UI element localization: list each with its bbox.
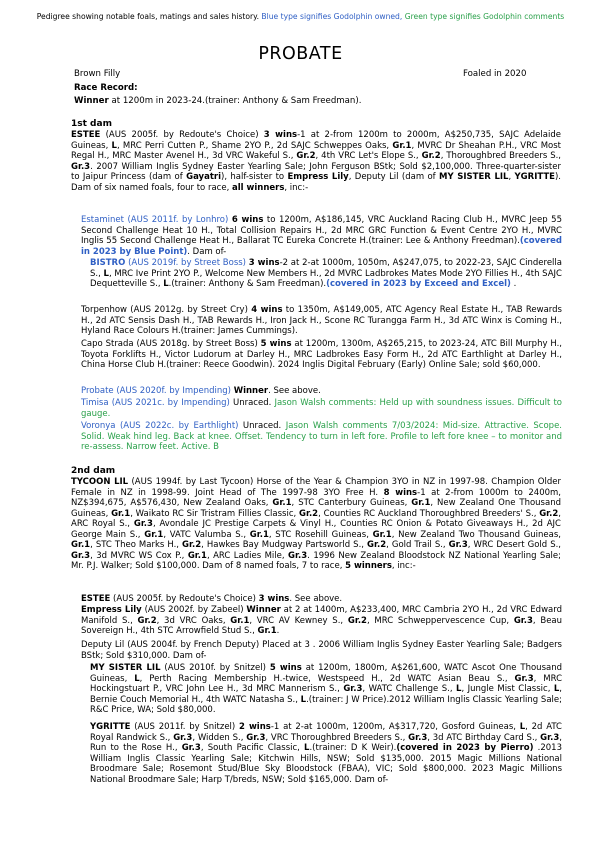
- foal-deputy-lil-entry: Deputy Lil (AUS 2004f. by French Deputy) Placed at 3 . 2006 William Inglis Sydney Easter Yearling Sale; Badgers BStk; Sold $310,000. Dam of-: [81, 640, 562, 661]
- foal-probate-entry: Probate (AUS 2020f. by Impending) Winner. See above.: [81, 386, 321, 396]
- header-blue-note: Blue type signifies Godolphin owned,: [261, 12, 403, 21]
- foal-bistro-entry: BISTRO (AUS 2019f. by Street Boss) 3 wins-2 at 2-at 1000m, 1050m, A$247,075, to 2022-23, SAJC Cinderella S., L, MRC Ive Print 2YO P., Welcome New Members H., 2d MVRC Ladbrokes Mates Mode 2YO Fillies H., 4th SAJC Dequetteville S., L.(trainer: Anthony & Sam Freedman).(covered in 2023 by Exceed and Excel) .: [90, 258, 562, 290]
- horse-name-title: PROBATE: [258, 44, 343, 64]
- race-record: Winner at 1200m in 2023-24.(trainer: Anthony & Sam Freedman).: [74, 96, 362, 106]
- foal-estee-entry: ESTEE (AUS 2005f. by Redoute's Choice) 3 wins. See above.: [81, 594, 343, 604]
- foaled-year: Foaled in 2020: [463, 69, 527, 79]
- foal-timisa-entry: Timisa (AUS 2021c. by Impending) Unraced. Jason Walsh comments: Held up with soundness issues. Difficult to gauge.: [81, 398, 562, 419]
- foal-capo-strada-entry: Capo Strada (AUS 2018g. by Street Boss) 5 wins at 1200m, 1300m, A$265,215, to 2023-24, ATC Bill Murphy H., Toyota Forklifts H., Victor Ludorum at Darley H., MRC Ladbrokes Easy Form H., 2d ATC Earthlight at Darley H., China Horse Club H.(trainer: Reece Goodwin). 2024 Inglis Digital February (Early) Online Sale; sold $60,000.: [81, 339, 562, 371]
- race-record-label: Race Record:: [74, 83, 138, 93]
- header-note: [0, 12, 601, 21]
- grandfoal-ygritte-entry: YGRITTE (AUS 2011f. by Snitzel) 2 wins-1 at 2-at 1000m, 1200m, A$317,720, Gosford Guineas, L, 2d ATC Royal Randwick S., Gr.3, Widden S., Gr.3, VRC Thoroughbred Breeders S., Gr.3, 3d ATC Birthday Card S., Gr.3, Run to the Rose H., Gr.3, South Pacific Classic, L.(trainer: D K Weir).(covered in 2023 by Pierro) .2013 William Inglis Classic Yearling Sale; Kitchwin Hills, NSW; Sold $135,000. 2015 Magic Millions National Broodmare Sale; Rosemont Stud/Blue Sky Bloodstock (FBAA), VIC; Sold $800,000. 2023 Magic Millions National Broodmare Sale; Harp T/breds, NSW; Sold $165,000. Dam of-: [90, 722, 562, 785]
- header-note-text: Pedigree showing notable foals, matings and sales history.: [36, 12, 259, 21]
- grandfoal-my-sister-lil-entry: MY SISTER LIL (AUS 2010f. by Snitzel) 5 wins at 1200m, 1800m, A$261,600, WATC Ascot One Thousand Guineas, L, Perth Racing Membership H.-twice, Westspeed H., 2d WATC Asian Beau S., Gr.3, MRC Hockingstuart P., VRC John Lee H., 3d MRC Mannerism S., Gr.3, WATC Challenge S., L, Jungle Mist Classic, L, Bernie Couch Memorial H., 4th WATC Natasha S., L.(trainer: J W Price).2012 William Inglis Classic Yearling Sale; R&C Price, WA; Sold $80,000.: [90, 663, 563, 716]
- foal-estaminet-entry: Estaminet (AUS 2011f. by Lonhro) 6 wins to 1200m, A$186,145, VRC Auckland Racing Club H., MVRC Jeep 55 Second Challenge Heat 10 H., Total Collision Repairs H., 2d MRC GRC Function & Event Centre 2YO H., MVRC Inglis 55 Second Challenge Heat H., Ballarat TC Eureka Concrete H.(trainer: Lee & Anthony Freedman).(covered in 2023 by Blue Point). Dam of-: [81, 215, 562, 257]
- foal-empress-lily-entry: Empress Lily (AUS 2002f. by Zabeel) Winner at 2 at 1400m, A$233,400, MRC Cambria 2YO H., 2d VRC Edward Manifold S., Gr.2, 3d VRC Oaks, Gr.1, VRC AV Kewney S., Gr.2, MRC Schweppervescence Cup, Gr.3, Beau Sovereign H., 4th STC Arrowfield Stud S., Gr.1.: [81, 605, 563, 637]
- foal-voronya-entry: Voronya (AUS 2022c. by Earthlight) Unraced. Jason Walsh comments 7/03/2024: Mid-size. Attractive. Scope. Solid. Weak hind leg. Back at knee. Offset. Tendency to turn in left fore. Profile to left fore knee – to monitor and re-assess. Narrow feet. Active. B: [81, 421, 563, 453]
- first-dam-heading: 1st dam: [71, 119, 112, 129]
- foal-torpenhow-entry: Torpenhow (AUS 2012g. by Street Cry) 4 wins to 1350m, A$149,005, ATC Agency Real Estate H., TAB Rewards H., 2d ATC Sensis Dash H., TAB Rewards H., Iron Jack H., Scone RC Turangga Farm H., 3d ATC Winx is Coming H., Hyland Race Colours H.(trainer: James Cummings).: [81, 305, 562, 337]
- second-dam-heading: 2nd dam: [71, 466, 116, 476]
- header-green-note: Green type signifies Godolphin comments: [404, 12, 565, 21]
- dam-tycoon-lil-entry: TYCOON LIL (AUS 1994f. by Last Tycoon) Horse of the Year & Champion 3YO in NZ in 1997-98. Champion Older Female in NZ in 1998-99. Joint Head of The 1997-98 3YO Free H. 8 wins-1 at 2-from 1000m to 2400m, NZ$394,675, A$576,430, New Zealand Oaks, Gr.1, STC Canterbury Guineas, Gr.1, New Zealand One Thousand Guineas, Gr.1, Waikato RC Sir Tristram Fillies Classic, Gr.2, Counties RC Auckland Thoroughbred Breeders' S., Gr.2, ARC Royal S., Gr.3, Avondale JC Prestige Carpets & Vinyl H., Counties RC Onion & Potato Giveaways H., 2d AJC George Main S., Gr.1, VATC Valumba S., Gr.1, STC Rosehill Guineas, Gr.1, New Zealand Two Thousand Guineas, Gr.1, STC Theo Marks H., Gr.2, Hawkes Bay Mudgway Partsworld S., Gr.2, Gold Trail S., Gr.3, WRC Desert Gold S., Gr.3, 3d MVRC WS Cox P., Gr.1, ARC Ladies Mile, Gr.3. 1996 New Zealand Bloodstock NZ National Yearling Sale; Mr. P.J. Walker; Sold $100,000. Dam of 8 named foals, 7 to race, 5 winners, inc:-: [71, 477, 562, 572]
- horse-description: Brown Filly: [74, 69, 121, 79]
- dam-estee-entry: ESTEE (AUS 2005f. by Redoute's Choice) 3 wins-1 at 2-from 1200m to 2000m, A$250,735, SAJC Adelaide Guineas, L, MRC Perri Cutten P., Shame 2YO P., 2d SAJC Schweppes Oaks, Gr.1, MVRC Dr Sheahan P.H., VRC Most Regal H., MRC Master Avenel H., 3d VRC Wakeful S., Gr.2, 4th VRC Let's Elope S., Gr.2, Thoroughbred Breeders S., Gr.3. 2007 William Inglis Sydney Easter Yearling Sale; John Ferguson BStk; Sold $2,100,000. Three-quarter-sister to Jaipur Princess (dam of Gayatri), half-sister to Empress Lily, Deputy Lil (dam of MY SISTER LIL, YGRITTE). Dam of six named foals, four to race, all winners, inc:-: [71, 130, 562, 193]
